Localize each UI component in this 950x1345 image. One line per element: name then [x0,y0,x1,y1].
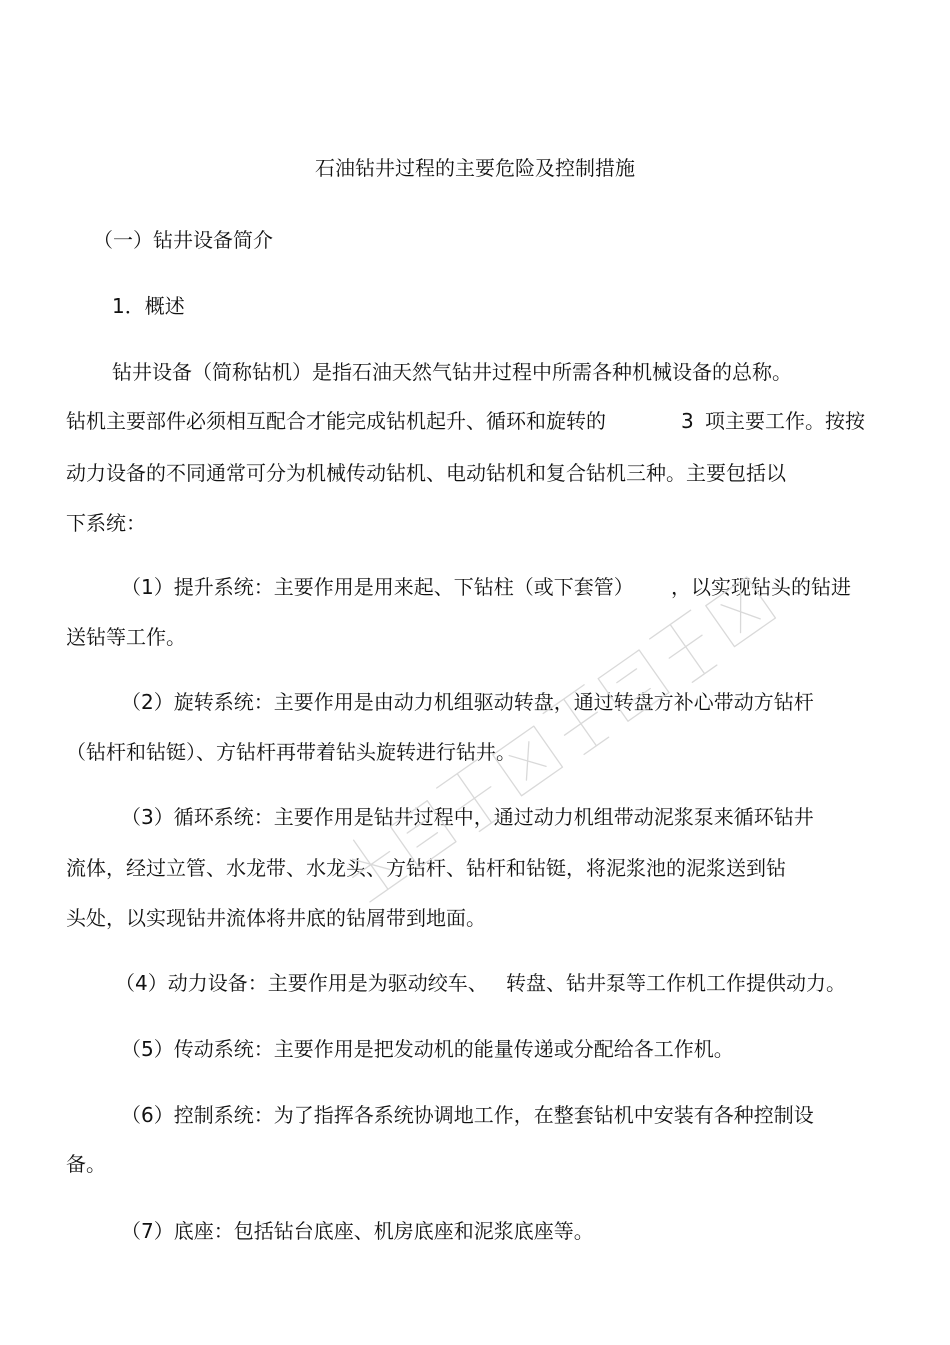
paragraph-line: 流体，经过立管、水龙带、水龙头、方钻杆、钻杆和钻铤，将泥浆池的泥浆送到钻 [66,856,786,880]
paragraph-line: 钻井设备（简称钻机）是指石油天然气钻井过程中所需各种机械设备的总称。 [112,360,792,384]
paragraph-line: （2）旋转系统：主要作用是由动力机组驱动转盘，通过转盘方补心带动方钻杆 [121,690,814,714]
paragraph-line: 3 [681,409,694,433]
paragraph-line: 动力设备的不同通常可分为机械传动钻机、电动钻机和复合钻机三种。主要包括以 [66,461,786,485]
paragraph-line: （3）循环系统：主要作用是钻井过程中，通过动力机组带动泥浆泵来循环钻井 [121,805,814,829]
section-heading: （一）钻井设备简介 [93,228,273,252]
paragraph-line: （1）提升系统：主要作用是用来起、下钻柱（或下套管） [121,575,634,599]
paragraph-line: 下系统： [66,511,146,535]
paragraph-line: （5）传动系统：主要作用是把发动机的能量传递或分配给各工作机。 [121,1037,734,1061]
paragraph-line: 钻机主要部件必须相互配合才能完成钻机起升、循环和旋转的 [66,409,606,433]
paragraph-line: 备。 [66,1152,106,1176]
paragraph-line: 项主要工作。按按 [705,409,865,433]
paragraph-line: （4）动力设备：主要作用是为驱动绞车、 [115,971,488,995]
paragraph-line: ，以实现钻头的钻进 [671,575,851,599]
paragraph-line: 转盘、钻井泵等工作机工作提供动力。 [506,971,846,995]
paragraph-line: （7）底座：包括钻台底座、机房底座和泥浆底座等。 [121,1219,594,1243]
paragraph-line: （钻杆和钻铤）、方钻杆再带着钻头旋转进行钻井。 [66,740,516,764]
subsection-heading: 1．概述 [112,294,185,318]
paragraph-line: 头处，以实现钻井流体将井底的钻屑带到地面。 [66,906,486,930]
document-title: 石油钻井过程的主要危险及控制措施 [315,156,635,180]
paragraph-line: （6）控制系统：为了指挥各系统协调地工作，在整套钻机中安装有各种控制设 [121,1103,814,1127]
paragraph-line: 送钻等工作。 [66,625,186,649]
